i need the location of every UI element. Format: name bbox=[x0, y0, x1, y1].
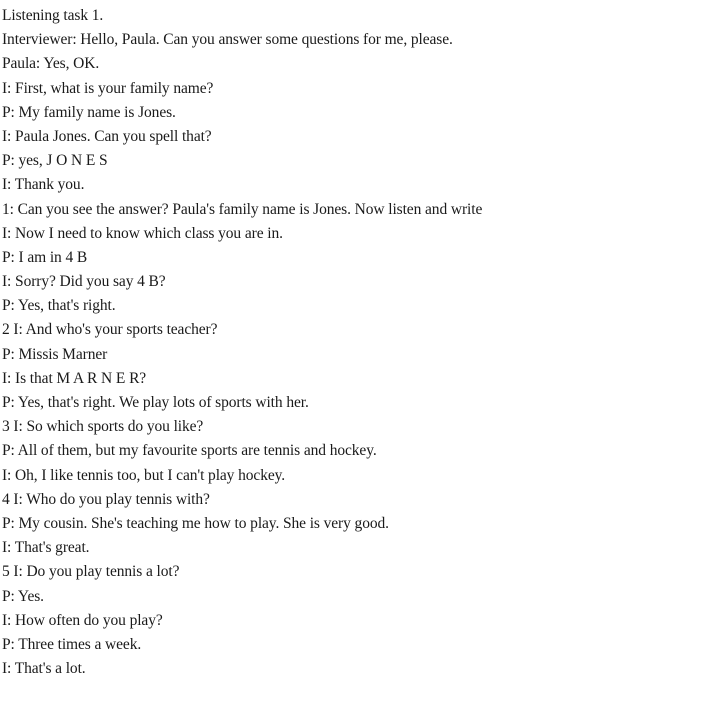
transcript-line: I: Sorry? Did you say 4 B? bbox=[2, 273, 166, 291]
transcript-line: P: Yes, that's right. bbox=[2, 297, 116, 315]
transcript-line: I: How often do you play? bbox=[2, 611, 163, 629]
transcript-line: I: Paula Jones. Can you spell that? bbox=[2, 127, 212, 145]
transcript-line: 5 I: Do you play tennis a lot? bbox=[2, 563, 180, 581]
transcript-line: P: yes, J O N E S bbox=[2, 152, 108, 170]
transcript-line: I: That's great. bbox=[2, 539, 90, 557]
transcript-line: P: Yes, that's right. We play lots of sports with her. bbox=[2, 394, 309, 411]
transcript-line: P: All of them, but my favourite sports are tennis and hockey. bbox=[2, 442, 377, 460]
transcript-line: P: My cousin. She's teaching me how to play. She is very good. bbox=[2, 514, 389, 532]
transcript-line: I: That's a lot. bbox=[2, 660, 86, 678]
transcript-line: I: Is that M A R N E R? bbox=[2, 369, 147, 387]
transcript-line: I: Thank you. bbox=[2, 176, 85, 194]
transcript-line: 2 I: And who's your sports teacher? bbox=[2, 321, 218, 339]
transcript-line: P: My family name is Jones. bbox=[2, 103, 176, 121]
listening-transcript bbox=[2, 4, 702, 681]
transcript-line: 3 I: So which sports do you like? bbox=[2, 418, 204, 436]
document-title: Listening task 1. bbox=[2, 7, 104, 24]
transcript-line: I: First, what is your family name? bbox=[2, 79, 214, 97]
transcript-line: Paula: Yes, OK. bbox=[2, 55, 100, 73]
transcript-line: P: Yes. bbox=[2, 587, 44, 605]
transcript-line: P: Missis Marner bbox=[2, 345, 108, 363]
transcript-line: 4 I: Who do you play tennis with? bbox=[2, 490, 210, 508]
transcript-line: Interviewer: Hello, Paula. Can you answer some questions for me, please. bbox=[2, 31, 453, 49]
transcript-line: I: Oh, I like tennis too, but I can't play hockey. bbox=[2, 466, 286, 484]
transcript-line: P: Three times a week. bbox=[2, 635, 142, 653]
transcript-line: P: I am in 4 B bbox=[2, 248, 88, 266]
transcript-line: 1: Can you see the answer? Paula's family name is Jones. Now listen and write bbox=[2, 200, 483, 218]
transcript-line: I: Now I need to know which class you are in. bbox=[2, 224, 283, 242]
